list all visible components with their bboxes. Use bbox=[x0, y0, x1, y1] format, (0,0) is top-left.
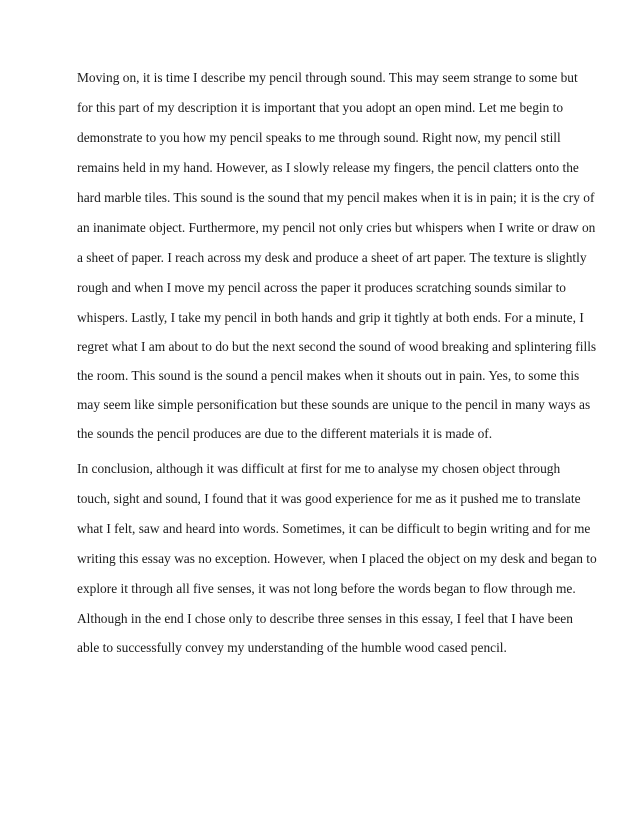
text-line: hard marble tiles. This sound is the sound that my pencil makes when it is in pain; it is the cry of bbox=[77, 190, 595, 205]
text-line: explore it through all five senses, it was not long before the words began to flow through me. bbox=[77, 581, 576, 596]
text-line: Moving on, it is time I describe my pencil through sound. This may seem strange to some but bbox=[77, 70, 578, 85]
text-line: for this part of my description it is important that you adopt an open mind. Let me begin to bbox=[77, 100, 564, 115]
text-line: what I felt, saw and heard into words. Sometimes, it can be difficult to begin writing and for me bbox=[77, 521, 591, 536]
text-line: regret what I am about to do but the next second the sound of wood breaking and splintering fills bbox=[77, 339, 597, 354]
text-line: able to successfully convey my understanding of the humble wood cased pencil. bbox=[77, 640, 507, 655]
text-line: a sheet of paper. I reach across my desk and produce a sheet of art paper. The texture is slightly bbox=[77, 250, 587, 265]
text-line: may seem like simple personification but these sounds are unique to the pencil in many ways as bbox=[77, 397, 591, 412]
text-line: Although in the end I chose only to describe three senses in this essay, I feel that I have been bbox=[77, 611, 573, 626]
text-line: an inanimate object. Furthermore, my pencil not only cries but whispers when I write or draw on bbox=[77, 220, 596, 235]
text-line: the room. This sound is the sound a pencil makes when it shouts out in pain. Yes, to some this bbox=[77, 368, 580, 383]
text-line: whispers. Lastly, I take my pencil in both hands and grip it tightly at both ends. For a minute, I bbox=[77, 310, 584, 325]
text-line: remains held in my hand. However, as I slowly release my fingers, the pencil clatters onto the bbox=[77, 160, 579, 175]
text-line: demonstrate to you how my pencil speaks to me through sound. Right now, my pencil still bbox=[77, 130, 561, 145]
text-line: the sounds the pencil produces are due to the different materials it is made of. bbox=[77, 426, 493, 441]
text-line: touch, sight and sound, I found that it was good experience for me as it pushed me to translate bbox=[77, 491, 581, 506]
text-line: In conclusion, although it was difficult at first for me to analyse my chosen object through bbox=[77, 461, 561, 476]
text-line: writing this essay was no exception. However, when I placed the object on my desk and began to bbox=[77, 551, 597, 566]
text-line: rough and when I move my pencil across the paper it produces scratching sounds similar to bbox=[77, 280, 567, 295]
